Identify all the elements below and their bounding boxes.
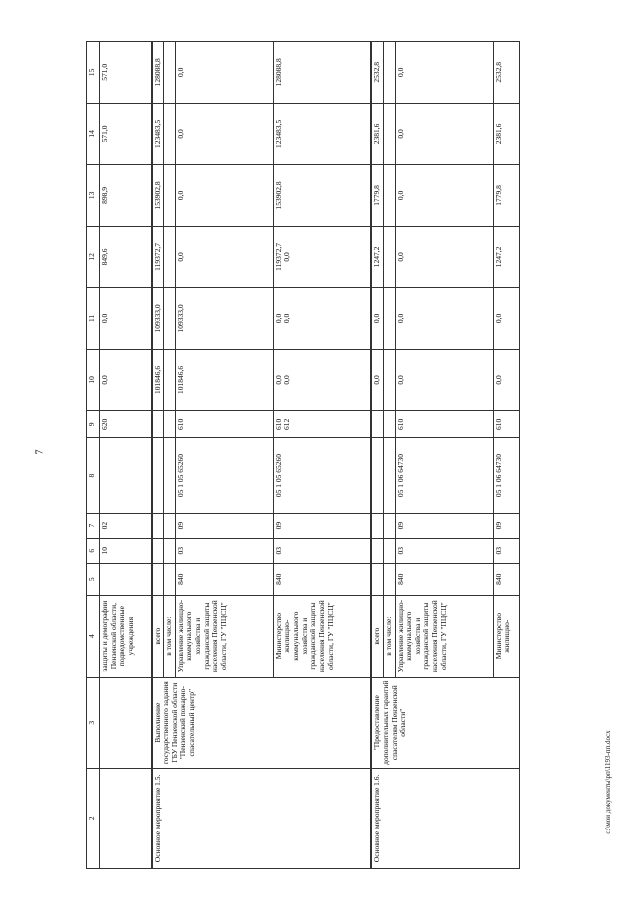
cell-c5 xyxy=(152,563,164,595)
cell-c4: защиты и демографии Пензенской области, подведомственные учреждения xyxy=(100,595,152,677)
cell-c5: 840 xyxy=(273,563,371,595)
cell-c15: 128088,8 xyxy=(273,42,371,104)
header-col-15: 15 xyxy=(87,42,100,104)
cell-c12 xyxy=(383,226,395,288)
cell-c6: 03 xyxy=(273,538,371,563)
cell-c6 xyxy=(164,538,176,563)
cell-c9: 610 xyxy=(493,411,519,438)
cell-c4: всего xyxy=(371,595,383,677)
cell-c10: 0,0 xyxy=(100,349,152,411)
cell-c13 xyxy=(164,165,176,227)
cell-c6: 03 xyxy=(175,538,273,563)
cell-c13 xyxy=(383,165,395,227)
cell-c9 xyxy=(383,411,395,438)
cell-c6 xyxy=(152,538,164,563)
cell-c14: 0,0 xyxy=(395,103,493,165)
cell-c5 xyxy=(371,563,383,595)
cell-c11 xyxy=(383,288,395,350)
cell-c10 xyxy=(164,349,176,411)
cell-c8: 05 1 06 64730 xyxy=(395,438,493,513)
cell-c12: 119372,7 xyxy=(152,226,164,288)
cell-c8 xyxy=(152,438,164,513)
cell-c13: 898,9 xyxy=(100,165,152,227)
cell-c10: 0,0 xyxy=(371,349,383,411)
cell-c5 xyxy=(383,563,395,595)
cell-c11: 109333,0 xyxy=(175,288,273,350)
cell-c9 xyxy=(371,411,383,438)
cell-c13: 1779,8 xyxy=(371,165,383,227)
cell-c9: 610 xyxy=(395,411,493,438)
cell-c15: 2532,8 xyxy=(371,42,383,104)
cell-c4: в том числе: xyxy=(383,595,395,677)
cell-c15: 128088,8 xyxy=(152,42,164,104)
cell-c7: 09 xyxy=(493,513,519,538)
cell-c5 xyxy=(164,563,176,595)
cell-c15 xyxy=(383,42,395,104)
cell-c11: 0,0 0,0 xyxy=(273,288,371,350)
cell-c10: 0,0 xyxy=(395,349,493,411)
cell-c4: Управление жилищно-коммунального хозяйства и гражданской защиты населения Пензенской области, ГУ "ПЦСЦ" xyxy=(175,595,273,677)
header-col-5: 5 xyxy=(87,563,100,595)
cell-c14: 2381,6 xyxy=(371,103,383,165)
cell-c13: 153902,8 xyxy=(273,165,371,227)
cell-c4: Управление жилищно-коммунального хозяйства и гражданской защиты населения Пензенской области, ГУ "ПЦСЦ" xyxy=(395,595,493,677)
header-col-11: 11 xyxy=(87,288,100,350)
header-col-14: 14 xyxy=(87,103,100,165)
cell-c5 xyxy=(100,563,152,595)
cell-c15: 571,0 xyxy=(100,42,152,104)
cell-c9: 610 612 xyxy=(273,411,371,438)
measure-description: "Предоставление дополнительных гарантий спасателям Пензенской области" xyxy=(371,677,519,768)
cell-c8 xyxy=(383,438,395,513)
cell-c4: всего xyxy=(152,595,164,677)
footer-file-path: c:\мои документы\рп\1193-пп.docx xyxy=(604,730,612,834)
cell-c7 xyxy=(383,513,395,538)
cell-c4: Министерство жилищно-коммунального хозяйства и гражданской защиты населения Пензенской области, ГУ "ПЦСЦ" xyxy=(273,595,371,677)
cell-c14: 123483,5 xyxy=(152,103,164,165)
cell-c9: 610 xyxy=(175,411,273,438)
cell-c5: 840 xyxy=(175,563,273,595)
header-col-10: 10 xyxy=(87,349,100,411)
cell-c7 xyxy=(152,513,164,538)
cell-c6: 03 xyxy=(493,538,519,563)
header-col-13: 13 xyxy=(87,165,100,227)
cell-c11: 0,0 xyxy=(493,288,519,350)
cell-c15: 2532,8 xyxy=(493,42,519,104)
header-row xyxy=(87,42,100,869)
cell-c10: 0,0 xyxy=(493,349,519,411)
cell-c4: Министерство жилищно- xyxy=(493,595,519,677)
header-col-4: 4 xyxy=(87,595,100,677)
cell-c12: 0,0 xyxy=(395,226,493,288)
cell-c13: 153902,8 xyxy=(152,165,164,227)
cell-c15: 0,0 xyxy=(175,42,273,104)
cell-c13: 0,0 xyxy=(175,165,273,227)
header-col-7: 7 xyxy=(87,513,100,538)
cell-c7: 02 xyxy=(100,513,152,538)
measure-description: Выполнение государственного задания ГБУ Пензенской области "Пензенский пожарно-спасательный центр" xyxy=(152,677,372,768)
cell-c12: 1247,2 xyxy=(493,226,519,288)
col2-empty xyxy=(100,768,152,868)
cell-c10 xyxy=(383,349,395,411)
cell-c10: 101846,6 xyxy=(152,349,164,411)
cell-c13: 1779,8 xyxy=(493,165,519,227)
cell-c5: 840 xyxy=(395,563,493,595)
cell-c8: 05 1 06 64730 xyxy=(493,438,519,513)
cell-c6: 10 xyxy=(100,538,152,563)
cell-c9 xyxy=(164,411,176,438)
header-col-12: 12 xyxy=(87,226,100,288)
cell-c11: 0,0 xyxy=(371,288,383,350)
cell-c12: 119372,7 0,0 xyxy=(273,226,371,288)
header-col-9: 9 xyxy=(87,411,100,438)
header-col-2: 2 xyxy=(87,768,100,868)
cell-c9 xyxy=(152,411,164,438)
cell-c7: 09 xyxy=(175,513,273,538)
cell-c7: 09 xyxy=(273,513,371,538)
cell-c14 xyxy=(164,103,176,165)
cell-c11 xyxy=(164,288,176,350)
cell-c13: 0,0 xyxy=(395,165,493,227)
header-col-3: 3 xyxy=(87,677,100,768)
cell-c6 xyxy=(371,538,383,563)
table-row xyxy=(100,42,152,869)
cell-c8: 05 1 05 65260 xyxy=(273,438,371,513)
cell-c14 xyxy=(383,103,395,165)
rotated-table-sheet xyxy=(86,41,638,869)
cell-c6: 03 xyxy=(395,538,493,563)
cell-c8 xyxy=(371,438,383,513)
cell-c12: 1247,2 xyxy=(371,226,383,288)
cell-c11: 0,0 xyxy=(100,288,152,350)
header-col-6: 6 xyxy=(87,538,100,563)
table-row xyxy=(371,42,383,869)
cell-c14: 2381,6 xyxy=(493,103,519,165)
cell-c15 xyxy=(164,42,176,104)
cell-c10: 101846,6 xyxy=(175,349,273,411)
cell-c11: 0,0 xyxy=(395,288,493,350)
cell-c14: 123483,5 xyxy=(273,103,371,165)
cell-c8 xyxy=(164,438,176,513)
cell-c6 xyxy=(383,538,395,563)
cell-c14: 571,0 xyxy=(100,103,152,165)
cell-c15: 0,0 xyxy=(395,42,493,104)
measure-number: Основное мероприятие 1.6. xyxy=(371,768,519,868)
cell-c8: 05 1 05 65260 xyxy=(175,438,273,513)
measure-number: Основное мероприятие 1.5. xyxy=(152,768,372,868)
cell-c9: 620 xyxy=(100,411,152,438)
cell-c7 xyxy=(164,513,176,538)
cell-c7 xyxy=(371,513,383,538)
cell-c4: в том числе: xyxy=(164,595,176,677)
page-number: 7 xyxy=(34,449,46,455)
cell-c14: 0,0 xyxy=(175,103,273,165)
cell-c5: 840 xyxy=(493,563,519,595)
cell-c7: 09 xyxy=(395,513,493,538)
cell-c8 xyxy=(100,438,152,513)
header-col-8: 8 xyxy=(87,438,100,513)
col3-empty xyxy=(100,677,152,768)
table-row xyxy=(152,42,164,869)
cell-c11: 109333,0 xyxy=(152,288,164,350)
cell-c12: 0,0 xyxy=(175,226,273,288)
cell-c12 xyxy=(164,226,176,288)
cell-c10: 0,0 0,0 xyxy=(273,349,371,411)
cell-c12: 849,6 xyxy=(100,226,152,288)
budget-table xyxy=(86,41,520,869)
